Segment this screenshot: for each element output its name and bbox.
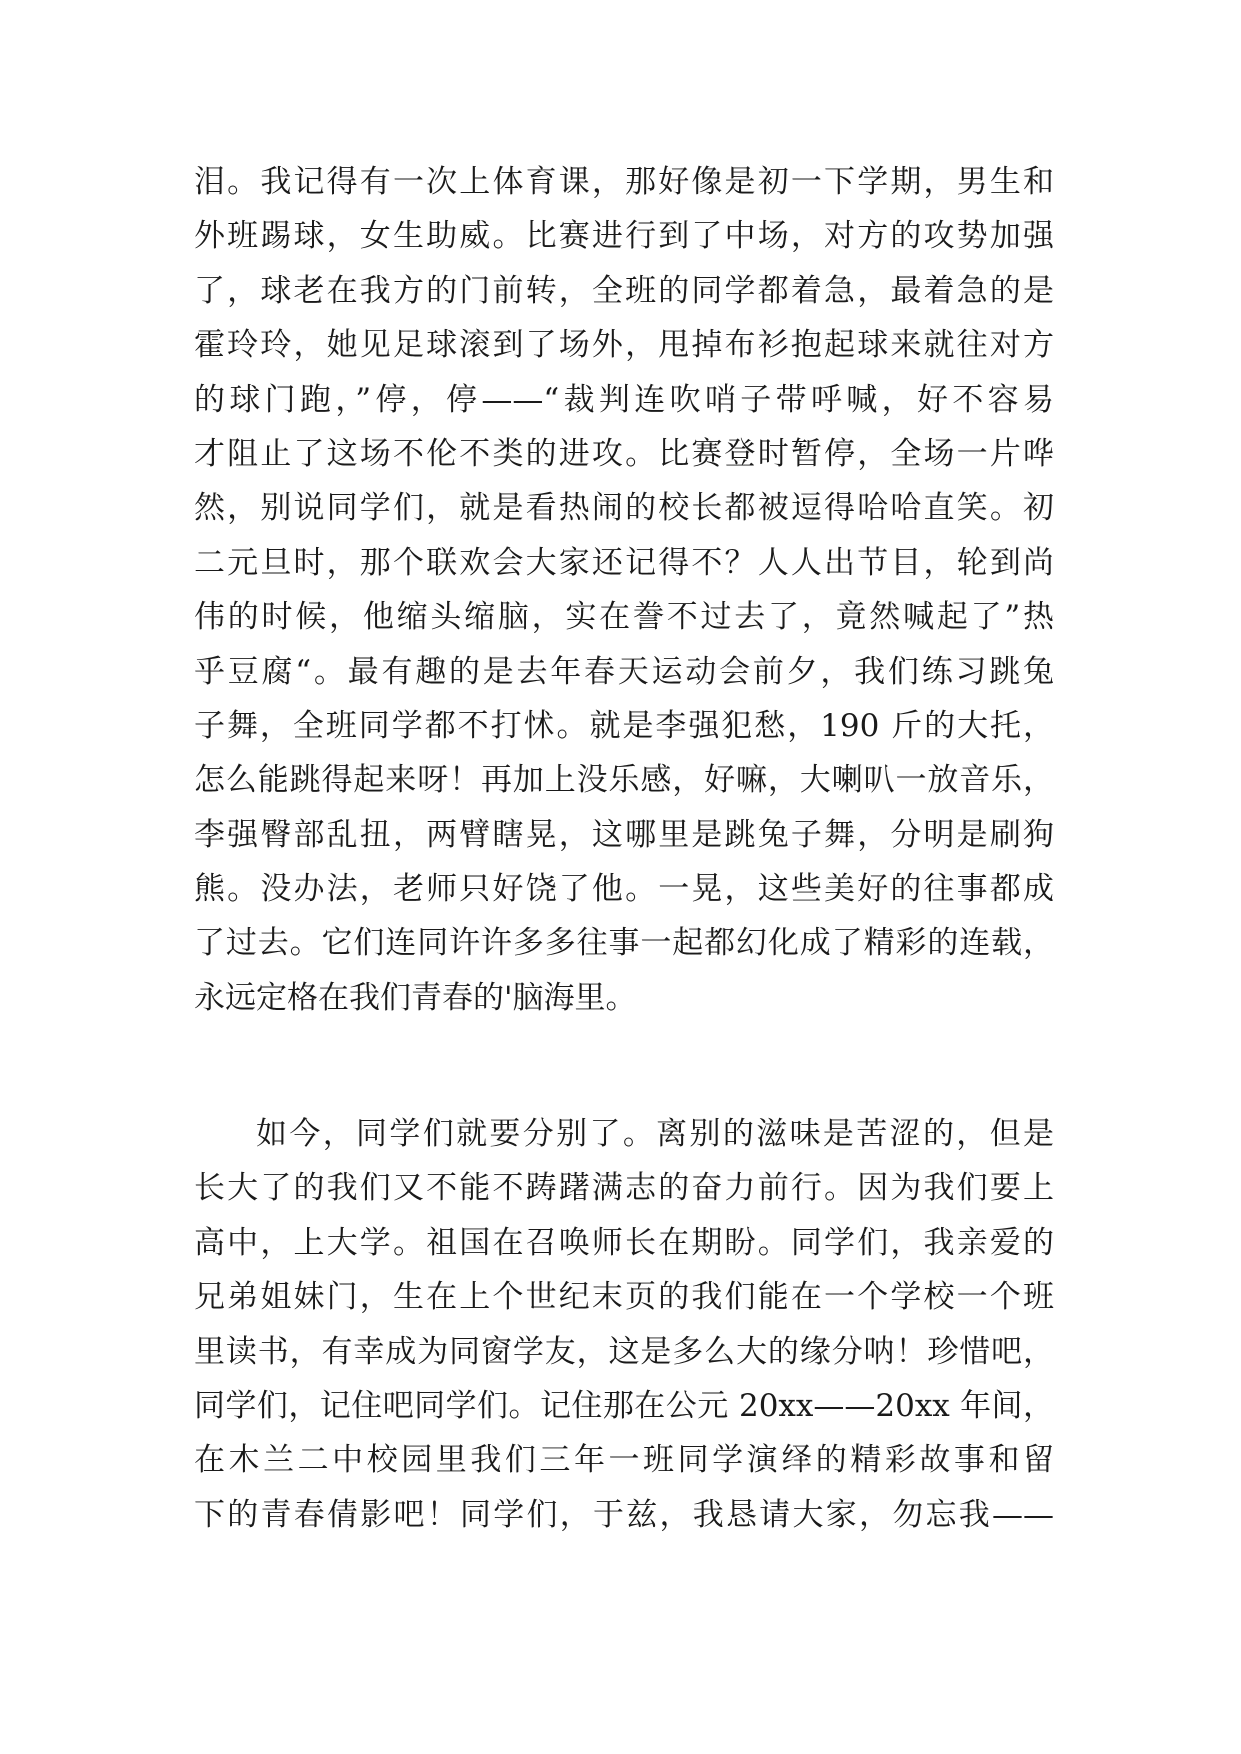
text-line: 熊。没办法，老师只好饶了他。一晃，这些美好的往事都成	[194, 871, 1054, 908]
text-line: 在木兰二中校园里我们三年一班同学演绎的精彩故事和留	[194, 1442, 1054, 1479]
text-line: 怎么能跳得起来呀！再加上没乐感，好嘛，大喇叭一放音乐，	[194, 762, 1054, 799]
text-line: 泪。我记得有一次上体育课，那好像是初一下学期，男生和	[194, 164, 1054, 200]
text-line: 如今，同学们就要分别了。离别的滋味是苦涩的，但是	[256, 1116, 1054, 1152]
text-line: 长大了的我们又不能不踌躇满志的奋力前行。因为我们要上	[194, 1170, 1054, 1207]
text-line: 的球门跑，”停，停——“裁判连吹哨子带呼喊，好不容易	[194, 381, 1054, 418]
paragraph-memories	[194, 160, 1054, 1030]
text-line: 同学们，记住吧同学们。记住那在公元 20xx——20xx 年间，	[194, 1387, 1054, 1424]
paragraph-farewell	[194, 1112, 1054, 1547]
text-line: 高中，上大学。祖国在召唤师长在期盼。同学们，我亲爱的	[194, 1224, 1054, 1261]
text-line: 李强臀部乱扭，两臂瞎晃，这哪里是跳兔子舞，分明是刷狗	[194, 816, 1054, 853]
text-line: 外班踢球，女生助威。比赛进行到了中场，对方的攻势加强	[194, 218, 1054, 255]
text-line: 二元旦时，那个联欢会大家还记得不？人人出节目，轮到尚	[194, 544, 1054, 581]
text-line: 了过去。它们连同许许多多往事一起都幻化成了精彩的连载，	[194, 925, 1054, 962]
text-line: 子舞，全班同学都不打怵。就是李强犯愁，190 斤的大托，	[194, 707, 1054, 744]
text-line: 然，别说同学们，就是看热闹的校长都被逗得哈哈直笑。初	[194, 490, 1054, 527]
text-line: 才阻止了这场不伦不类的进攻。比赛登时暂停，全场一片哗	[194, 435, 1054, 472]
text-line: 乎豆腐“。最有趣的是去年春天运动会前夕，我们练习跳兔	[194, 653, 1054, 690]
text-line: 下的青春倩影吧！同学们，于兹，我恳请大家，勿忘我——	[194, 1496, 1054, 1533]
text-line: 霍玲玲，她见足球滚到了场外，甩掉布衫抱起球来就往对方	[194, 327, 1054, 364]
text-line: 伟的时候，他缩头缩脑，实在誊不过去了，竟然喊起了”热	[194, 599, 1054, 636]
text-line: 里读书，有幸成为同窗学友，这是多么大的缘分呐！珍惜吧，	[194, 1333, 1054, 1370]
text-line: 永远定格在我们青春的'脑海里。	[194, 979, 637, 1016]
text-line: 兄弟姐妹门，生在上个世纪末页的我们能在一个学校一个班	[194, 1279, 1054, 1316]
text-line: 了，球老在我方的门前转，全班的同学都着急，最着急的是	[194, 272, 1054, 309]
